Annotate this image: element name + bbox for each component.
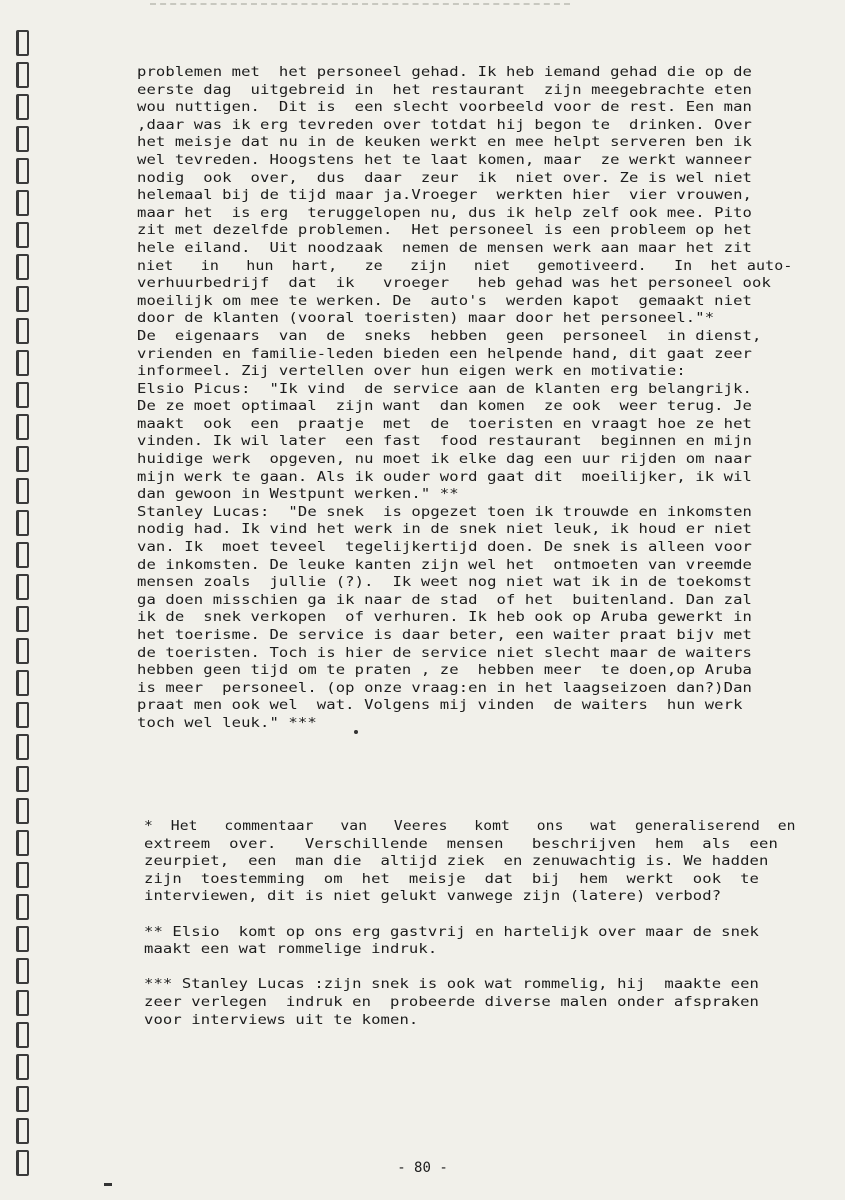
body-line: mensen zoals jullie (?). Ik weet nog niet wat ik in de toekomst	[137, 574, 753, 591]
body-line: de inkomsten. De leuke kanten zijn wel het ontmoeten van vreemde	[137, 556, 753, 573]
body-line: informeel. Zij vertellen over hun eigen werk en motivatie:	[137, 363, 686, 380]
body-line: moeilijk om mee te werken. De auto's werden kapot gemaakt niet	[137, 292, 753, 309]
binding-ring	[16, 1022, 29, 1048]
body-line: maakt ook een praatje met de toeristen en vraagt hoe ze het	[137, 415, 753, 432]
binding-ring	[16, 862, 29, 888]
binding-ring	[16, 350, 29, 376]
footnote-line: zijn toestemming om het meisje dat bij hem werkt ook te	[144, 870, 760, 887]
binding-ring	[16, 62, 29, 88]
binding-ring	[16, 30, 29, 56]
binding-ring	[16, 158, 29, 184]
binding-ring	[16, 190, 29, 216]
footnote-line: ** Elsio komt op ons erg gastvrij en hartelijk over maar de snek	[144, 923, 760, 940]
body-line: de toeristen. Toch is hier de service niet slecht maar de waiters	[137, 644, 753, 661]
body-line: eerste dag uitgebreid in het restaurant zijn meegebrachte eten	[137, 81, 753, 98]
top-edge-mark	[150, 3, 570, 5]
body-line: Stanley Lucas: "De snek is opgezet toen ik trouwde en inkomsten	[137, 503, 753, 520]
binding-ring	[16, 126, 29, 152]
body-line: mijn werk te gaan. Als ik ouder word gaat dit moeilijker, ik wil	[137, 468, 753, 485]
body-line: Elsio Picus: "Ik vind de service aan de klanten erg belangrijk.	[137, 380, 753, 397]
binding-ring	[16, 990, 29, 1016]
binding-ring	[16, 286, 29, 312]
body-line: ga doen misschien ga ik naar de stad of het buitenland. Dan zal	[137, 591, 753, 608]
footnote-line: * Het commentaar van Veeres komt ons wat generaliserend en	[144, 818, 796, 834]
body-line: het meisje dat nu in de keuken werkt en mee helpt serveren ben ik	[137, 134, 753, 151]
binding-ring	[16, 222, 29, 248]
binding-ring	[16, 318, 29, 344]
footnote-spacer	[144, 906, 804, 924]
body-line: nodig ook over, dus daar zeur ik niet over. Ze is wel niet	[137, 169, 753, 186]
binding-ring	[16, 94, 29, 120]
body-line: ,daar was ik erg tevreden over totdat hij begon te drinken. Over	[137, 116, 753, 133]
binding-ring	[16, 798, 29, 824]
binding-ring	[16, 766, 29, 792]
binding-ring	[16, 958, 29, 984]
binding-ring	[16, 446, 29, 472]
body-text	[137, 64, 802, 733]
footnote-line: *** Stanley Lucas :zijn snek is ook wat rommelig, hij maakte een	[144, 976, 760, 993]
binding-ring	[16, 510, 29, 536]
binding-ring	[16, 1118, 29, 1144]
binding-ring	[16, 414, 29, 440]
body-line: verhuurbedrijf dat ik vroeger heb gehad was het personeel ook	[137, 275, 771, 292]
binding-ring	[16, 670, 29, 696]
binding-ring	[16, 734, 29, 760]
body-line: van. Ik moet teveel tegelijkertijd doen. De snek is alleen voor	[137, 539, 753, 556]
binding-ring	[16, 606, 29, 632]
body-line: nodig had. Ik vind het werk in de snek niet leuk, ik houd er niet	[137, 521, 753, 538]
binding-ring	[16, 702, 29, 728]
footnote-line: zeer verlegen indruk en probeerde diverse malen onder afspraken	[144, 993, 760, 1010]
page-number: - 80 -	[397, 1160, 448, 1176]
footnote-line: maakt een wat rommelige indruk.	[144, 941, 438, 958]
footnote	[144, 818, 804, 906]
footnote-line: voor interviews uit te komen.	[144, 1011, 419, 1028]
binding-ring	[16, 542, 29, 568]
body-line: het toerisme. De service is daar beter, een waiter praat bijv met	[137, 627, 753, 643]
binding-ring	[16, 382, 29, 408]
body-line: zit met dezelfde problemen. Het personeel is een probleem op het	[137, 222, 753, 239]
body-line: hele eiland. Uit noodzaak nemen de mensen werk aan maar het zit	[137, 239, 753, 256]
body-line: toch wel leuk." ***	[137, 714, 317, 731]
binding-ring	[16, 638, 29, 664]
spiral-binding	[12, 30, 34, 1190]
footnote-line: zeurpiet, een man die altijd ziek en zenuwachtig is. We hadden	[144, 853, 769, 870]
binding-ring	[16, 926, 29, 952]
body-line: wou nuttigen. Dit is een slecht voorbeeld voor de rest. Een man	[137, 99, 753, 116]
footnotes	[144, 818, 804, 1029]
body-line: helemaal bij de tijd maar ja.Vroeger werkten hier vier vrouwen,	[137, 187, 753, 204]
bottom-edge-mark	[104, 1183, 112, 1186]
body-line: vinden. Ik wil later een fast food restaurant beginnen en mijn	[137, 433, 753, 450]
binding-ring	[16, 1086, 29, 1112]
footnote	[144, 924, 804, 959]
footnote	[144, 976, 804, 1029]
body-line: niet in hun hart, ze zijn niet gemotiveerd. In het auto-	[137, 257, 793, 274]
footnote-spacer	[144, 959, 804, 977]
body-line: problemen met het personeel gehad. Ik heb iemand gehad die op de	[137, 64, 753, 80]
binding-ring	[16, 254, 29, 280]
body-line: maar het is erg teruggelopen nu, dus ik help zelf ook mee. Pito	[137, 204, 753, 221]
body-line: De eigenaars van de sneks hebben geen personeel in dienst,	[137, 327, 762, 344]
binding-ring	[16, 574, 29, 600]
body-line: is meer personeel. (op onze vraag:en in het laagseizoen dan?)Dan	[137, 679, 753, 696]
stray-dot	[354, 730, 358, 734]
body-line: door de klanten (vooral toeristen) maar door het personeel."*	[137, 310, 715, 327]
binding-ring	[16, 1054, 29, 1080]
body-line: ik de snek verkopen of verhuren. Ik heb ook op Aruba gewerkt in	[137, 609, 753, 626]
footnote-line: extreem over. Verschillende mensen beschrijven hem als een	[144, 835, 778, 852]
body-line: De ze moet optimaal zijn want dan komen ze ook weer terug. Je	[137, 398, 753, 415]
body-line: vrienden en familie-leden bieden een helpende hand, dit gaat zeer	[137, 345, 753, 362]
body-line: hebben geen tijd om te praten , ze hebben meer te doen,op Aruba	[137, 662, 753, 679]
binding-ring	[16, 894, 29, 920]
body-line: huidige werk opgeven, nu moet ik elke dag een uur rijden om naar	[137, 451, 753, 468]
body-line: wel tevreden. Hoogstens het te laat komen, maar ze werkt wanneer	[137, 151, 753, 168]
footnote-line: interviewen, dit is niet gelukt vanwege zijn (latere) verbod?	[144, 888, 722, 905]
binding-ring	[16, 830, 29, 856]
binding-ring	[16, 478, 29, 504]
body-line: praat men ook wel wat. Volgens mij vinden de waiters hun werk	[137, 697, 743, 714]
body-line: dan gewoon in Westpunt werken." **	[137, 486, 459, 503]
